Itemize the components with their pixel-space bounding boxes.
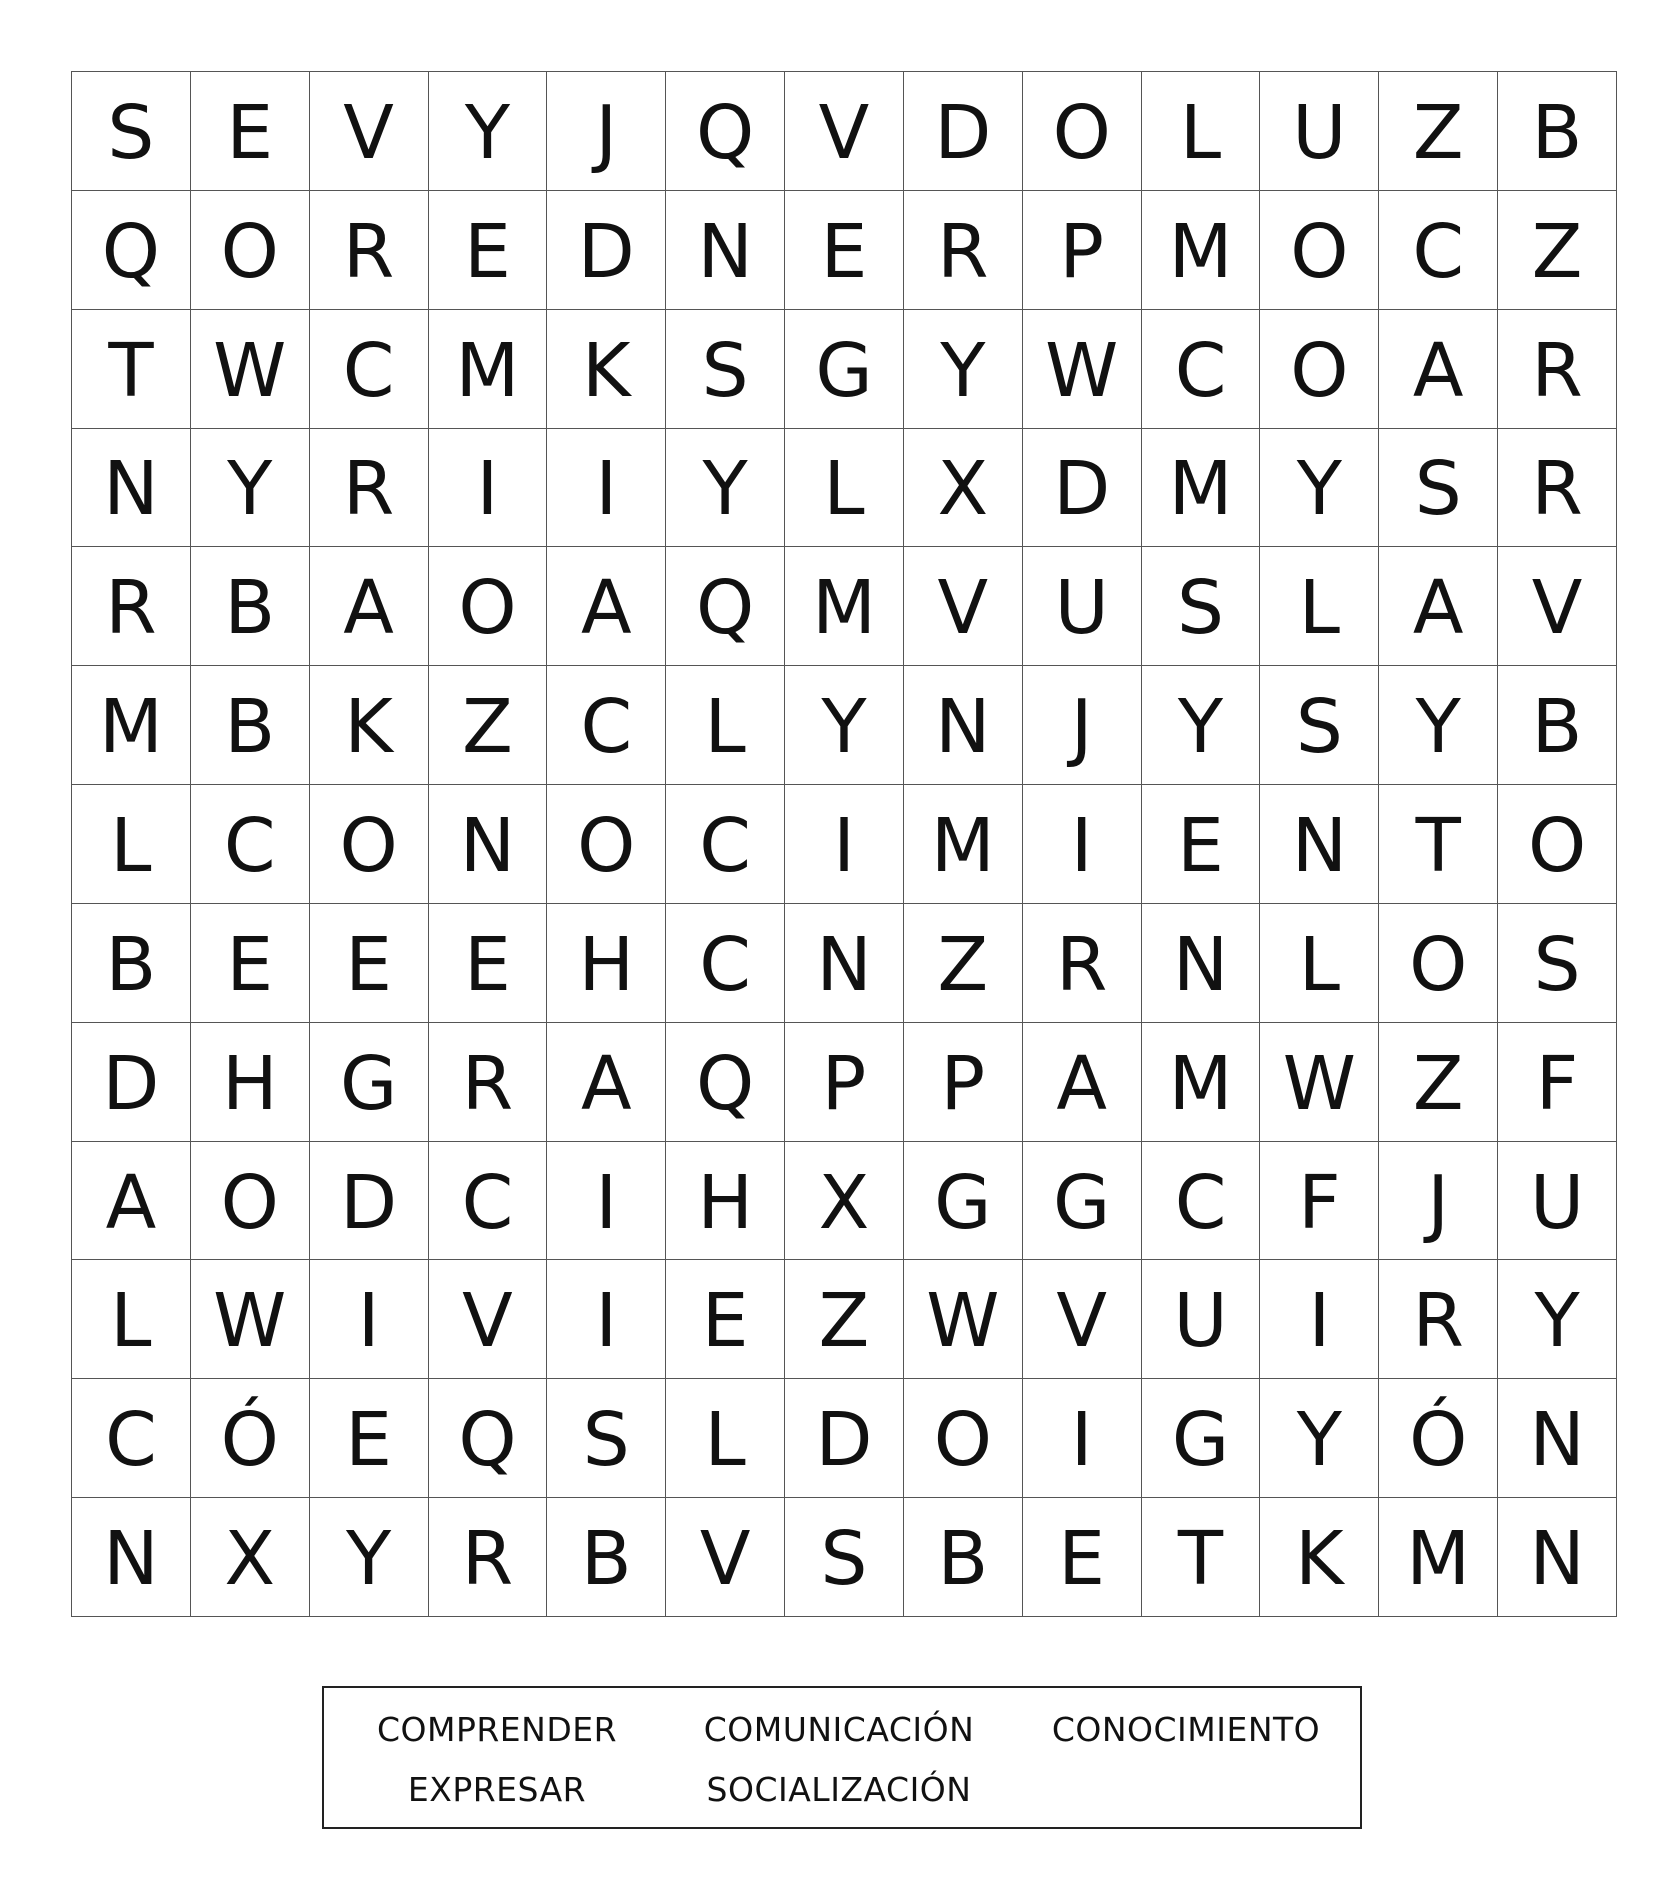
grid-cell[interactable]: Z [429, 666, 548, 785]
grid-cell[interactable]: L [1142, 72, 1261, 191]
grid-cell[interactable]: M [429, 310, 548, 429]
grid-cell[interactable]: E [1142, 785, 1261, 904]
grid-cell[interactable]: S [1260, 666, 1379, 785]
grid-cell[interactable]: J [1023, 666, 1142, 785]
grid-cell[interactable]: T [72, 310, 191, 429]
grid-cell[interactable]: D [904, 72, 1023, 191]
grid-cell[interactable]: N [72, 1498, 191, 1617]
grid-cell[interactable]: I [1260, 1260, 1379, 1379]
grid-cell[interactable]: X [785, 1142, 904, 1261]
grid-cell[interactable]: S [785, 1498, 904, 1617]
grid-cell[interactable]: I [310, 1260, 429, 1379]
grid-cell[interactable]: Y [785, 666, 904, 785]
grid-cell[interactable]: Y [1260, 1379, 1379, 1498]
grid-cell[interactable]: E [785, 191, 904, 310]
grid-cell[interactable]: Z [1379, 72, 1498, 191]
grid-cell[interactable]: Q [72, 191, 191, 310]
grid-cell[interactable]: O [1498, 785, 1617, 904]
grid-cell[interactable]: M [1142, 191, 1261, 310]
grid-cell[interactable]: Q [666, 72, 785, 191]
grid-cell[interactable]: E [191, 904, 310, 1023]
grid-cell[interactable]: U [1260, 72, 1379, 191]
grid-cell[interactable]: D [547, 191, 666, 310]
grid-cell[interactable]: V [1023, 1260, 1142, 1379]
grid-cell[interactable]: T [1142, 1498, 1261, 1617]
grid-cell[interactable]: M [785, 547, 904, 666]
grid-cell[interactable]: L [72, 1260, 191, 1379]
grid-cell[interactable]: C [310, 310, 429, 429]
grid-cell[interactable]: K [1260, 1498, 1379, 1617]
grid-cell[interactable]: O [1260, 310, 1379, 429]
grid-cell[interactable]: O [191, 1142, 310, 1261]
grid-cell[interactable]: A [1023, 1023, 1142, 1142]
grid-cell[interactable]: G [904, 1142, 1023, 1261]
word-search-grid [71, 71, 1617, 1617]
grid-cell[interactable]: N [1142, 904, 1261, 1023]
grid-cell[interactable]: P [904, 1023, 1023, 1142]
grid-cell[interactable]: Y [1142, 666, 1261, 785]
grid-cell[interactable]: E [1023, 1498, 1142, 1617]
grid-cell[interactable]: C [191, 785, 310, 904]
grid-cell[interactable]: G [1023, 1142, 1142, 1261]
grid-cell[interactable]: N [1498, 1498, 1617, 1617]
grid-cell[interactable]: R [310, 429, 429, 548]
grid-cell[interactable]: J [1379, 1142, 1498, 1261]
grid-cell[interactable]: M [1142, 1023, 1261, 1142]
grid-cell[interactable]: B [191, 547, 310, 666]
grid-cell[interactable]: Ó [191, 1379, 310, 1498]
grid-cell[interactable]: X [904, 429, 1023, 548]
grid-cell[interactable]: A [547, 547, 666, 666]
grid-cell[interactable]: Y [310, 1498, 429, 1617]
grid-cell[interactable]: U [1142, 1260, 1261, 1379]
grid-cell[interactable]: V [1498, 547, 1617, 666]
grid-cell[interactable]: R [1023, 904, 1142, 1023]
word-list-item: COMPRENDER [376, 1709, 618, 1749]
grid-cell[interactable]: M [904, 785, 1023, 904]
grid-cell[interactable]: V [429, 1260, 548, 1379]
grid-cell[interactable]: O [1023, 72, 1142, 191]
grid-cell[interactable]: O [1379, 904, 1498, 1023]
grid-cell[interactable]: W [191, 310, 310, 429]
word-list-item: COMUNICACIÓN [703, 1709, 975, 1749]
grid-cell[interactable]: O [904, 1379, 1023, 1498]
grid-cell[interactable]: D [785, 1379, 904, 1498]
grid-cell[interactable]: B [191, 666, 310, 785]
grid-cell[interactable]: G [785, 310, 904, 429]
grid-cell[interactable]: I [429, 429, 548, 548]
grid-cell[interactable]: F [1498, 1023, 1617, 1142]
grid-cell[interactable]: R [429, 1498, 548, 1617]
grid-cell[interactable]: S [1498, 904, 1617, 1023]
grid-cell[interactable]: M [1379, 1498, 1498, 1617]
grid-cell[interactable]: L [666, 666, 785, 785]
grid-cell[interactable]: R [72, 547, 191, 666]
grid-cell[interactable]: M [72, 666, 191, 785]
grid-cell[interactable]: N [666, 191, 785, 310]
grid-cell[interactable]: Y [191, 429, 310, 548]
grid-cell[interactable]: L [1260, 547, 1379, 666]
grid-cell[interactable]: G [1142, 1379, 1261, 1498]
grid-cell[interactable]: I [1023, 1379, 1142, 1498]
grid-cell[interactable]: Z [1498, 191, 1617, 310]
grid-cell[interactable]: D [310, 1142, 429, 1261]
grid-cell[interactable]: N [785, 904, 904, 1023]
grid-cell[interactable]: H [547, 904, 666, 1023]
grid-cell[interactable]: C [1379, 191, 1498, 310]
grid-cell[interactable]: Q [429, 1379, 548, 1498]
grid-cell[interactable]: Y [429, 72, 548, 191]
grid-cell[interactable]: O [191, 191, 310, 310]
grid-cell[interactable]: E [429, 191, 548, 310]
grid-cell[interactable]: R [1379, 1260, 1498, 1379]
grid-cell[interactable]: R [429, 1023, 548, 1142]
grid-cell[interactable]: W [1023, 310, 1142, 429]
grid-cell[interactable]: X [191, 1498, 310, 1617]
grid-cell[interactable]: R [310, 191, 429, 310]
grid-cell[interactable]: I [547, 429, 666, 548]
grid-cell[interactable]: B [72, 904, 191, 1023]
grid-cell[interactable]: C [547, 666, 666, 785]
grid-cell[interactable]: B [547, 1498, 666, 1617]
grid-cell[interactable]: L [785, 429, 904, 548]
grid-cell[interactable]: A [310, 547, 429, 666]
grid-cell[interactable]: N [1260, 785, 1379, 904]
grid-cell[interactable]: U [1498, 1142, 1617, 1261]
grid-cell[interactable]: S [1379, 429, 1498, 548]
grid-cell[interactable]: W [1260, 1023, 1379, 1142]
grid-cell[interactable]: D [1023, 429, 1142, 548]
word-list [322, 1686, 1362, 1829]
grid-cell[interactable]: Z [1379, 1023, 1498, 1142]
grid-cell[interactable]: Y [1260, 429, 1379, 548]
grid-cell[interactable]: E [191, 72, 310, 191]
word-list-item: EXPRESAR [407, 1769, 587, 1809]
grid-cell[interactable]: O [310, 785, 429, 904]
grid-cell[interactable]: Ó [1379, 1379, 1498, 1498]
grid-cell[interactable]: R [1498, 310, 1617, 429]
grid-cell[interactable]: A [72, 1142, 191, 1261]
grid-cell[interactable]: P [785, 1023, 904, 1142]
grid-cell[interactable]: Z [785, 1260, 904, 1379]
grid-cell[interactable]: N [72, 429, 191, 548]
grid-cell[interactable]: S [666, 310, 785, 429]
grid-cell[interactable]: N [429, 785, 548, 904]
grid-cell[interactable]: C [429, 1142, 548, 1261]
grid-cell[interactable]: Q [666, 547, 785, 666]
grid-cell[interactable]: Y [1379, 666, 1498, 785]
grid-cell[interactable]: C [1142, 1142, 1261, 1261]
grid-cell[interactable]: J [547, 72, 666, 191]
grid-cell[interactable]: B [1498, 666, 1617, 785]
grid-cell[interactable]: V [904, 547, 1023, 666]
grid-cell[interactable]: V [785, 72, 904, 191]
grid-cell[interactable]: B [904, 1498, 1023, 1617]
grid-cell[interactable]: B [1498, 72, 1617, 191]
grid-cell[interactable]: E [310, 1379, 429, 1498]
grid-cell[interactable]: I [547, 1142, 666, 1261]
word-list-item: SOCIALIZACIÓN [706, 1769, 972, 1809]
grid-cell[interactable]: L [72, 785, 191, 904]
grid-cell[interactable]: E [429, 904, 548, 1023]
word-list-item: CONOCIMIENTO [1051, 1709, 1321, 1749]
grid-cell[interactable]: R [1498, 429, 1617, 548]
grid-cell[interactable]: O [1260, 191, 1379, 310]
grid-cell[interactable]: S [1142, 547, 1261, 666]
grid-cell[interactable]: I [1023, 785, 1142, 904]
grid-cell[interactable]: G [310, 1023, 429, 1142]
grid-cell[interactable]: W [191, 1260, 310, 1379]
grid-cell[interactable]: K [310, 666, 429, 785]
grid-cell[interactable]: S [72, 72, 191, 191]
grid-cell[interactable]: P [1023, 191, 1142, 310]
grid-cell[interactable]: O [547, 785, 666, 904]
grid-cell[interactable]: L [1260, 904, 1379, 1023]
grid-cell[interactable]: H [666, 1142, 785, 1261]
grid-cell[interactable]: V [666, 1498, 785, 1617]
grid-cell[interactable]: A [1379, 547, 1498, 666]
grid-cell[interactable]: M [1142, 429, 1261, 548]
grid-cell[interactable]: W [904, 1260, 1023, 1379]
grid-cell[interactable]: I [547, 1260, 666, 1379]
grid-cell[interactable]: Y [1498, 1260, 1617, 1379]
grid-cell[interactable]: F [1260, 1142, 1379, 1261]
grid-cell[interactable]: C [72, 1379, 191, 1498]
grid-cell[interactable]: C [1142, 310, 1261, 429]
grid-cell[interactable]: L [666, 1379, 785, 1498]
grid-cell[interactable]: U [1023, 547, 1142, 666]
grid-cell[interactable]: A [547, 1023, 666, 1142]
grid-cell[interactable]: D [72, 1023, 191, 1142]
grid-cell[interactable]: E [310, 904, 429, 1023]
grid-cell[interactable]: C [666, 904, 785, 1023]
grid-cell[interactable]: A [1379, 310, 1498, 429]
grid-cell[interactable]: N [904, 666, 1023, 785]
grid-cell[interactable]: I [785, 785, 904, 904]
grid-cell[interactable]: O [429, 547, 548, 666]
grid-cell[interactable]: Y [666, 429, 785, 548]
grid-cell[interactable]: S [547, 1379, 666, 1498]
grid-cell[interactable]: C [666, 785, 785, 904]
grid-cell[interactable]: E [666, 1260, 785, 1379]
grid-cell[interactable]: T [1379, 785, 1498, 904]
grid-cell[interactable]: K [547, 310, 666, 429]
grid-cell[interactable]: H [191, 1023, 310, 1142]
grid-cell[interactable]: Y [904, 310, 1023, 429]
grid-cell[interactable]: R [904, 191, 1023, 310]
grid-cell[interactable]: V [310, 72, 429, 191]
grid-cell[interactable]: Z [904, 904, 1023, 1023]
grid-cell[interactable]: Q [666, 1023, 785, 1142]
grid-cell[interactable]: N [1498, 1379, 1617, 1498]
